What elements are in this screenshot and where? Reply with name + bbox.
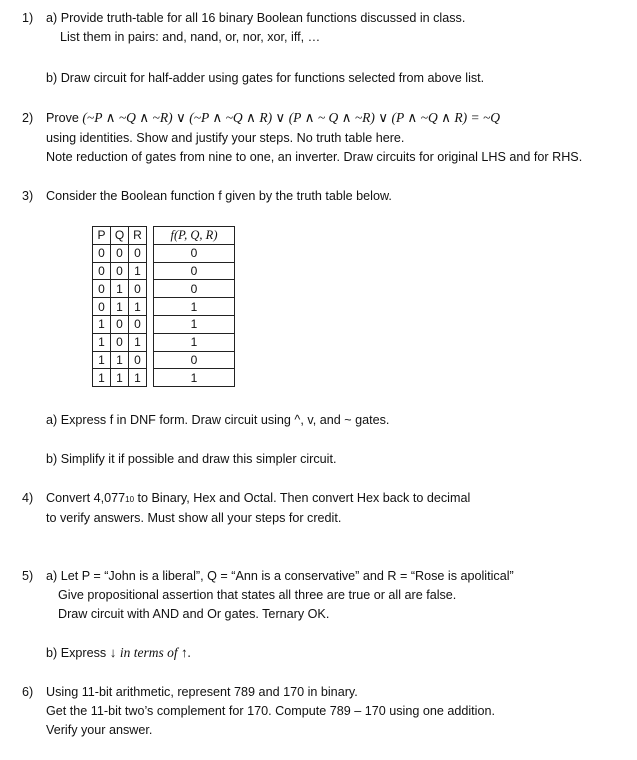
cell-f: 0 bbox=[154, 244, 235, 262]
cell-r: 1 bbox=[129, 333, 147, 351]
q4-post: to Binary, Hex and Octal. Then convert Hex back to decimal bbox=[134, 491, 471, 505]
cell-q: 1 bbox=[111, 369, 129, 387]
truth-table-header-row bbox=[93, 227, 235, 245]
q5a-text-line3: Draw circuit with AND and Or gates. Ternary OK. bbox=[58, 607, 330, 621]
q4-text-line2: to verify answers. Must show all your steps for credit. bbox=[46, 511, 342, 525]
cell-q: 1 bbox=[111, 280, 129, 298]
q1a-text: a) Provide truth-table for all 16 binary Boolean functions discussed in class. bbox=[46, 11, 466, 25]
cell-q: 0 bbox=[111, 244, 129, 262]
cell-f: 0 bbox=[154, 262, 235, 280]
q3b-text: b) Simplify it if possible and draw this simpler circuit. bbox=[46, 452, 337, 466]
q6-text-line1: Using 11-bit arithmetic, represent 789 and 170 in binary. bbox=[46, 685, 358, 699]
q1a-text-line2: List them in pairs: and, nand, or, nor, xor, iff, … bbox=[60, 30, 321, 44]
q5-number: 5) bbox=[22, 569, 34, 583]
truth-table-row bbox=[93, 351, 235, 369]
q2-expression: (~P ∧ ~Q ∧ ~R) ∨ (~P ∧ ~Q ∧ R) ∨ (P ∧ ~ Q ∧ ~R) ∨ (P ∧ ~Q ∧ R) = ~Q bbox=[82, 110, 501, 125]
q2-number: 2) bbox=[22, 111, 34, 125]
q5b-pre: b) Express bbox=[46, 646, 107, 660]
cell-r: 0 bbox=[129, 280, 147, 298]
cell-f: 1 bbox=[154, 298, 235, 316]
truth-table-row bbox=[93, 315, 235, 333]
q4-base-subscript: 10 bbox=[125, 495, 135, 504]
cell-p: 1 bbox=[93, 351, 111, 369]
q2-text-line2: using identities. Show and justify your steps. No truth table here. bbox=[46, 131, 405, 145]
header-f: f(P, Q, R) bbox=[154, 227, 235, 245]
cell-p: 1 bbox=[93, 315, 111, 333]
q1b-text: b) Draw circuit for half-adder using gates for functions selected from above list. bbox=[46, 71, 485, 85]
cell-r: 0 bbox=[129, 315, 147, 333]
cell-f: 0 bbox=[154, 280, 235, 298]
cell-f: 0 bbox=[154, 351, 235, 369]
truth-table-row bbox=[93, 333, 235, 351]
cell-r: 0 bbox=[129, 351, 147, 369]
header-p: P bbox=[93, 227, 111, 245]
header-q: Q bbox=[111, 227, 129, 245]
cell-r: 0 bbox=[129, 244, 147, 262]
cell-q: 0 bbox=[111, 315, 129, 333]
q5b-text bbox=[46, 645, 191, 661]
q2-text-line3: Note reduction of gates from nine to one, an inverter. Draw circuits for original LHS and for RHS. bbox=[46, 150, 583, 164]
q6-text-line3: Verify your answer. bbox=[46, 723, 153, 737]
truth-table bbox=[92, 226, 235, 387]
truth-table-row bbox=[93, 369, 235, 387]
q4-number: 4) bbox=[22, 491, 34, 505]
cell-p: 0 bbox=[93, 262, 111, 280]
cell-q: 1 bbox=[111, 351, 129, 369]
truth-table-row bbox=[93, 262, 235, 280]
q2-prove-line bbox=[46, 110, 500, 126]
cell-p: 0 bbox=[93, 280, 111, 298]
cell-p: 1 bbox=[93, 369, 111, 387]
q6-number: 6) bbox=[22, 685, 34, 699]
cell-f: 1 bbox=[154, 333, 235, 351]
header-r: R bbox=[129, 227, 147, 245]
q5a-text-line2: Give propositional assertion that states all three are true or all are false. bbox=[58, 588, 457, 602]
truth-table-row bbox=[93, 244, 235, 262]
cell-q: 1 bbox=[111, 298, 129, 316]
q3a-text: a) Express f in DNF form. Draw circuit using ^, v, and ~ gates. bbox=[46, 413, 390, 427]
cell-r: 1 bbox=[129, 369, 147, 387]
q5b-math: ↓ in terms of ↑. bbox=[109, 645, 192, 660]
cell-f: 1 bbox=[154, 369, 235, 387]
cell-p: 1 bbox=[93, 333, 111, 351]
cell-r: 1 bbox=[129, 298, 147, 316]
cell-p: 0 bbox=[93, 244, 111, 262]
q4-text-line1 bbox=[46, 490, 470, 508]
cell-p: 0 bbox=[93, 298, 111, 316]
q5a-text: a) Let P = “John is a liberal”, Q = “Ann is a conservative” and R = “Rose is apolitical” bbox=[46, 569, 514, 583]
cell-q: 0 bbox=[111, 333, 129, 351]
q1-number: 1) bbox=[22, 11, 34, 25]
cell-r: 1 bbox=[129, 262, 147, 280]
truth-table-row bbox=[93, 280, 235, 298]
q3-intro: Consider the Boolean function f given by the truth table below. bbox=[46, 189, 392, 203]
q6-text-line2: Get the 11-bit two’s complement for 170. Compute 789 – 170 using one addition. bbox=[46, 704, 495, 718]
q3-number: 3) bbox=[22, 189, 34, 203]
cell-f: 1 bbox=[154, 315, 235, 333]
cell-q: 0 bbox=[111, 262, 129, 280]
q4-pre: Convert 4,077 bbox=[46, 491, 126, 505]
q2-prove-label: Prove bbox=[46, 111, 79, 125]
truth-table-row bbox=[93, 298, 235, 316]
